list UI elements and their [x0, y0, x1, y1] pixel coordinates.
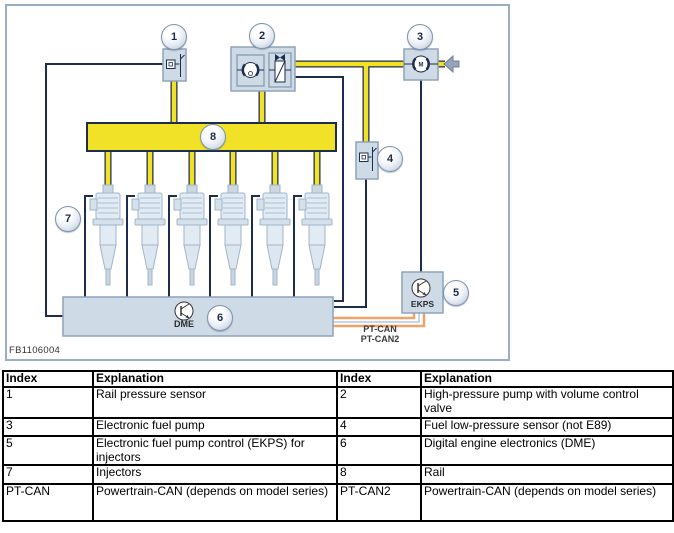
table-cell: Rail pressure sensor: [93, 387, 337, 418]
table-cell: PT-CAN: [3, 484, 93, 521]
pt-can-label: PT-CAN: [363, 324, 397, 334]
legend-row-4: [3, 465, 673, 484]
marker-3: 3: [407, 24, 433, 50]
dme-label: DME: [174, 319, 194, 329]
legend-table: [2, 370, 674, 522]
table-cell: Rail: [421, 465, 673, 484]
table-cell: Fuel low-pressure sensor (not E89): [421, 418, 673, 436]
table-cell: PT-CAN2: [337, 484, 421, 521]
table-cell: High-pressure pump with volume control valve: [421, 387, 673, 418]
table-cell: 1: [3, 387, 93, 418]
marker-4: 4: [377, 146, 403, 172]
ekps-label: EKPS: [410, 299, 435, 309]
figure-caption: FB1106004: [9, 345, 61, 356]
dme-transistor-icon: [175, 302, 193, 320]
table-cell: 4: [337, 418, 421, 436]
marker-8: 8: [200, 124, 226, 150]
marker-6: 6: [207, 305, 233, 331]
header-explanation-1: Explanation: [93, 371, 337, 387]
table-cell: 5: [3, 436, 93, 466]
legend-row-3: [3, 436, 673, 466]
table-cell: Electronic fuel pump control (EKPS) for injectors: [93, 436, 337, 466]
table-cell: Injectors: [93, 465, 337, 484]
table-cell: 2: [337, 387, 421, 418]
table-cell: Digital engine electronics (DME): [421, 436, 673, 466]
motor-m-glyph: M: [418, 62, 424, 69]
table-cell: Electronic fuel pump: [93, 418, 337, 436]
header-index-1: Index: [3, 371, 93, 387]
ekps-transistor-icon: [412, 279, 430, 297]
marker-2: 2: [249, 23, 275, 49]
header-index-2: Index: [337, 371, 421, 387]
dme-box: [63, 297, 333, 336]
can-bus-labels: [338, 324, 422, 344]
table-cell: 7: [3, 465, 93, 484]
legend-row-5: [3, 484, 673, 521]
header-explanation-2: Explanation: [421, 371, 673, 387]
table-cell: 8: [337, 465, 421, 484]
pt-can2-label: PT-CAN2: [360, 334, 400, 344]
table-cell: 6: [337, 436, 421, 466]
legend-row-1: [3, 387, 673, 418]
marker-1: 1: [161, 24, 187, 50]
legend-header-row: [3, 371, 673, 387]
table-cell: 3: [3, 418, 93, 436]
marker-5: 5: [443, 280, 469, 306]
table-cell: Powertrain-CAN (depends on model series): [421, 484, 673, 521]
legend-row-2: [3, 418, 673, 436]
table-cell: Powertrain-CAN (depends on model series): [93, 484, 337, 521]
marker-7: 7: [55, 206, 81, 232]
